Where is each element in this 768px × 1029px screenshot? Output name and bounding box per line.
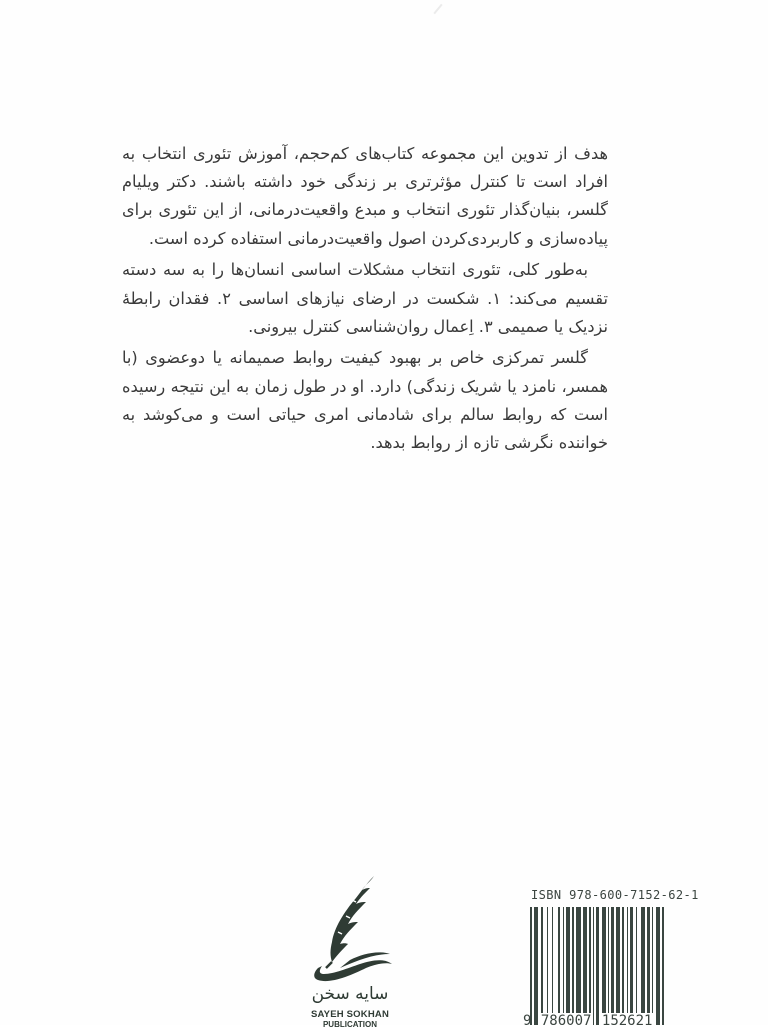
- barcode-icon: [530, 907, 687, 1025]
- publisher-logo: [300, 872, 400, 1029]
- isbn-label: ISBN 978-600-7152-62-1: [531, 888, 699, 902]
- barcode-digits-right-group: 152621: [601, 1013, 653, 1029]
- blurb-paragraph-2: به‌طور کلی، تئوری انتخاب مشکلات اساسی انسان‌ها را به سه دسته تقسیم می‌کند: ۱. شکست در ارضای نیازهای اساسی ۲. فقدان رابطهٔ نزدیک یا صمیمی ۳. اِعمال روان‌شناسی کنترل بیرونی.: [122, 260, 608, 336]
- paper-scratch-mark: [433, 4, 442, 14]
- barcode-digits-left-group: 786007: [540, 1013, 592, 1029]
- publisher-name-en: SAYEH SOKHAN: [310, 1009, 390, 1020]
- blurb-paragraph-1: هدف از تدوین این مجموعه کتاب‌های کم‌حجم، آموزش تئوری انتخاب به افراد است تا کنترل مؤثرتری بر زندگی خود داشته باشند. دکتر ویلیام گلسر، بنیان‌گذار تئوری انتخاب و مبدع واقعیت‌درمانی، از این تئوری برای پیاده‌سازی و کاربردی‌کردن اصول واقعیت‌درمانی استفاده کرده است.: [122, 144, 608, 248]
- publisher-name-fa: سایه سخن: [311, 984, 389, 1004]
- back-cover-blurb: [122, 140, 608, 461]
- feather-quill-icon: [300, 872, 400, 984]
- barcode-digit-lead: 9: [523, 1013, 532, 1029]
- blurb-paragraph-3: گلسر تمرکزی خاص بر بهبود کیفیت روابط صمیمانه یا دوعضوی (با همسر، نامزد یا شریک زندگی) دارد. او در طول زمان به این نتیجه رسیده است که روابط سالم برای شادمانی امری حیاتی است و می‌کوشد به خواننده نگرشی تازه از روابط بدهد.: [122, 348, 608, 453]
- barcode-digits: [523, 1013, 653, 1029]
- publisher-subtitle-en: PUBLICATION: [322, 1020, 378, 1029]
- isbn-barcode-block: [523, 888, 699, 1029]
